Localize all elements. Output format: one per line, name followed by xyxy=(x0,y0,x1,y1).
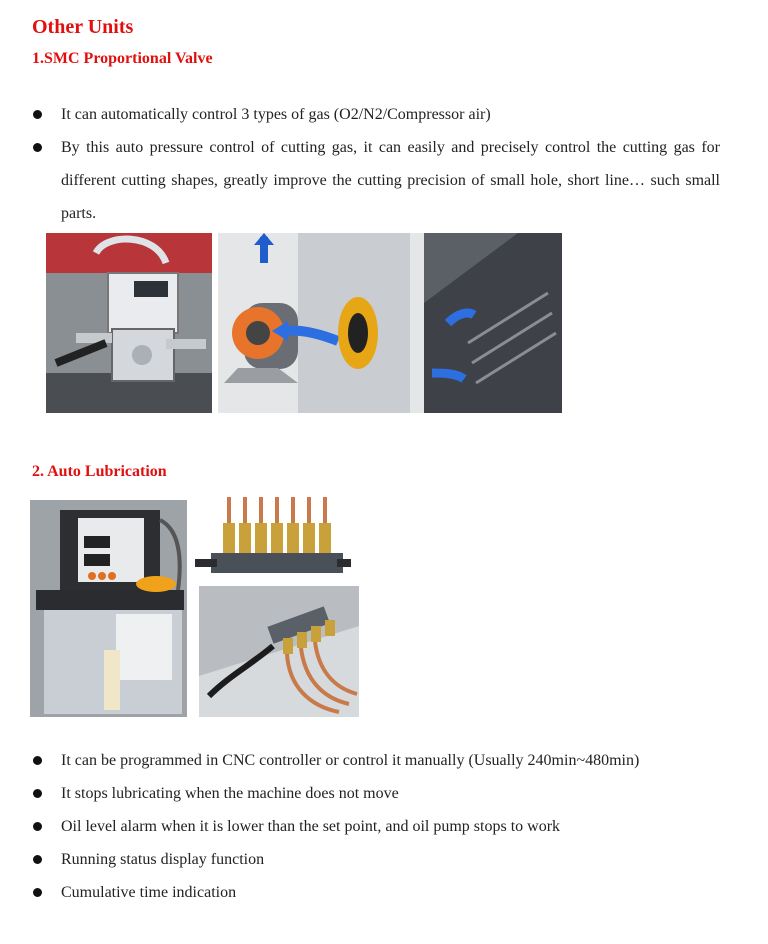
list-item: It can be programmed in CNC controller or control it manually (Usually 240min~480min) xyxy=(30,744,720,777)
smc-valve-bullet-list xyxy=(30,98,720,230)
list-item: By this auto pressure control of cutting gas, it can easily and precisely control the cutting gas for different cutting shapes, greatly improve the cutting precision of small hole, short line… such small parts. xyxy=(30,131,720,230)
list-item: It can automatically control 3 types of gas (O2/N2/Compressor air) xyxy=(30,98,720,131)
section-heading-smc-valve: 1.SMC Proportional Valve xyxy=(32,50,213,67)
list-item: Running status display function xyxy=(30,843,720,876)
lubrication-installed-photo xyxy=(199,586,359,717)
auto-lubrication-bullet-list xyxy=(30,744,720,909)
list-item: Cumulative time indication xyxy=(30,876,720,909)
page-title: Other Units xyxy=(32,16,134,38)
smc-valve-photo xyxy=(46,233,212,413)
gas-flow-illustration xyxy=(218,233,562,413)
lubrication-manifold-photo xyxy=(193,493,353,585)
lubrication-pump-photo xyxy=(30,500,187,717)
list-item: Oil level alarm when it is lower than the set point, and oil pump stops to work xyxy=(30,810,720,843)
section-heading-auto-lubrication: 2. Auto Lubrication xyxy=(32,463,167,480)
list-item: It stops lubricating when the machine does not move xyxy=(30,777,720,810)
